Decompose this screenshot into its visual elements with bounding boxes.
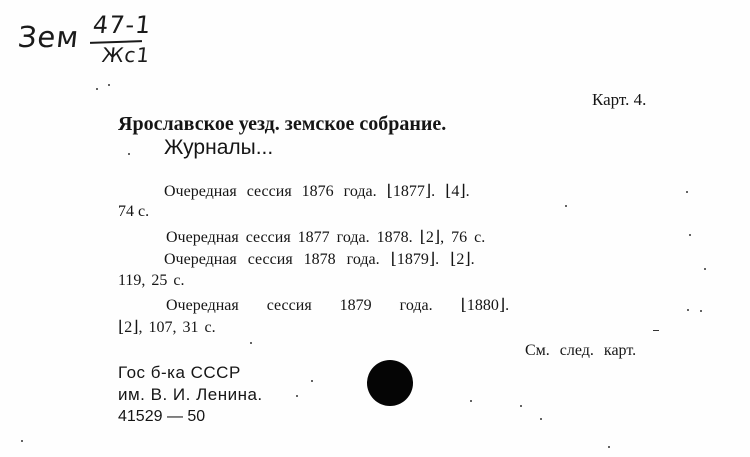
handwritten-call-suffix: Жс1	[100, 43, 152, 67]
library-stamp-line: Гос б-ка СССР	[118, 363, 241, 382]
scan-speck	[108, 84, 110, 86]
continuation-note: См. след. карт.	[525, 342, 637, 359]
scan-speck	[520, 405, 522, 407]
entry-line: Очередная сессия 1877 года. 1878. ⌊2⌋, 76 с.	[166, 229, 486, 246]
scan-speck	[128, 153, 130, 155]
handwritten-call-number: 47-1	[91, 11, 153, 39]
entry-line: Очередная сессия 1878 года. ⌊1879⌋. ⌊2⌋.	[164, 251, 475, 268]
card-title: Ярославское уезд. земское собрание.	[118, 113, 447, 135]
scan-speck	[565, 205, 567, 207]
scan-speck	[470, 400, 472, 402]
entry-line: 119, 25 с.	[118, 272, 185, 289]
scan-speck	[608, 446, 610, 448]
scan-speck	[296, 395, 298, 397]
entry-line: Очередная сессия 1876 года. ⌊1877⌋. ⌊4⌋.	[164, 183, 470, 200]
punch-hole	[367, 360, 413, 406]
scan-speck	[687, 309, 689, 311]
handwritten-shelf-code: Зем	[16, 20, 82, 54]
scan-speck	[96, 88, 98, 90]
scan-speck	[700, 310, 702, 312]
scan-speck	[311, 380, 313, 382]
scan-speck	[653, 330, 659, 331]
scan-speck	[21, 440, 23, 442]
card-number: Карт. 4.	[592, 90, 647, 109]
scan-speck	[250, 342, 252, 344]
card-subtitle: Журналы...	[164, 136, 274, 159]
scan-speck	[689, 234, 691, 236]
library-accession-number: 41529 — 50	[118, 408, 206, 425]
library-stamp-line: им. В. И. Ленина.	[118, 385, 263, 404]
entry-line: 74 с.	[118, 203, 150, 220]
scan-speck	[686, 191, 688, 193]
entry-line: ⌊2⌋, 107, 31 с.	[118, 319, 216, 336]
entry-line: Очередная сессия 1879 года. ⌊1880⌋.	[166, 297, 510, 314]
scan-speck	[540, 418, 542, 420]
scan-speck	[704, 268, 706, 270]
